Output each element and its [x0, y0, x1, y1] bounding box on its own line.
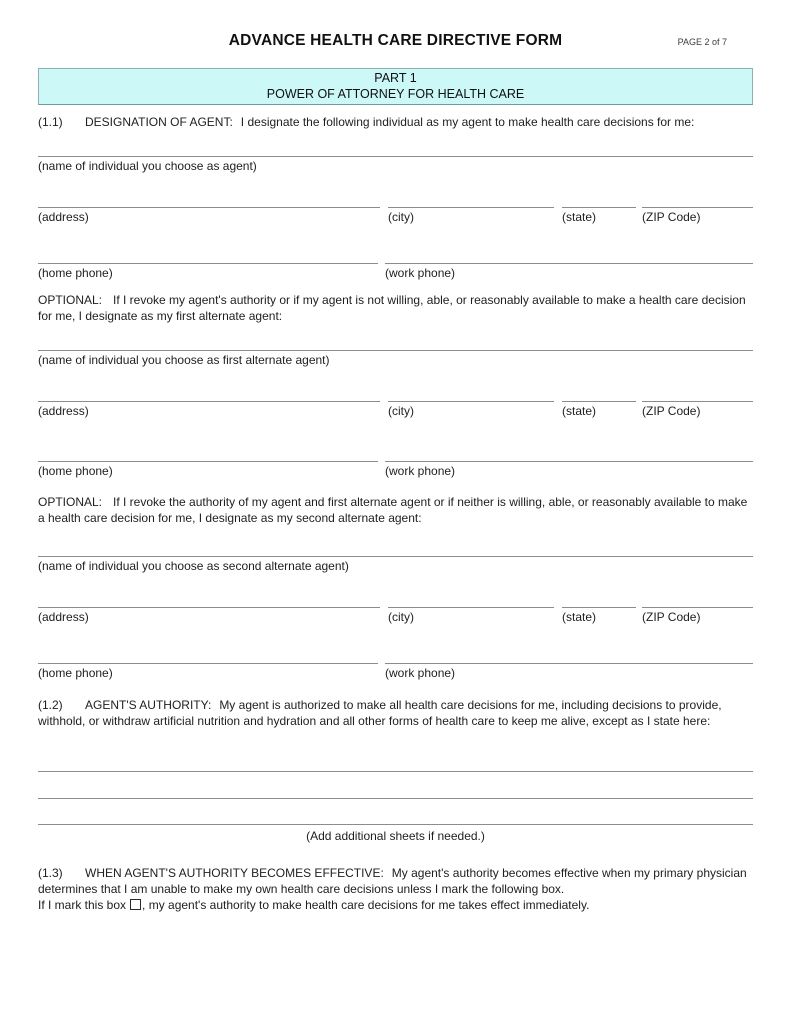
alt1-optional-text: If I revoke my agent's authority or if my agent is not willing, able, or reasonably available to make a health care decision for me, I designate as my first alternate agent: — [38, 293, 746, 323]
section-1-2-paragraph — [38, 697, 753, 729]
alt1-optional-label: OPTIONAL: — [38, 293, 103, 307]
alt2-name-input[interactable] — [38, 556, 753, 557]
alt1-address-label: (address) — [38, 404, 89, 418]
alt1-phone-row — [38, 461, 753, 479]
alt2-optional-paragraph — [38, 494, 753, 526]
alt1-name-row — [38, 350, 753, 368]
alt1-work-phone-input[interactable] — [385, 461, 753, 462]
alt2-name-label: (name of individual you choose as second alternate agent) — [38, 559, 349, 573]
alt2-address-input[interactable] — [38, 607, 380, 608]
alt1-optional-paragraph — [38, 292, 753, 324]
alt1-zip-label: (ZIP Code) — [642, 404, 701, 418]
additional-sheets-note: (Add additional sheets if needed.) — [306, 829, 485, 843]
section-1-2-heading: AGENT'S AUTHORITY: — [85, 698, 212, 712]
part1-banner-title: PART 1 — [374, 71, 417, 85]
section-1-2-number: (1.2) — [38, 698, 63, 712]
part1-banner-subtitle: POWER OF ATTORNEY FOR HEALTH CARE — [266, 87, 525, 101]
agent-address-row — [38, 207, 753, 225]
alt2-optional-text: If I revoke the authority of my agent and first alternate agent or if neither is willing, able, or reasonably available to make a health care decision for me, I designate as my second alternate agent: — [38, 495, 748, 525]
alt2-address-label: (address) — [38, 610, 89, 624]
immediate-effect-checkbox[interactable] — [130, 899, 141, 910]
alt2-work-phone-label: (work phone) — [385, 666, 456, 680]
alt2-home-phone-input[interactable] — [38, 663, 378, 664]
alt2-zip-label: (ZIP Code) — [642, 610, 701, 624]
alt2-state-input[interactable] — [562, 607, 636, 608]
alt2-zip-input[interactable] — [642, 607, 753, 608]
section-1-3-paragraph — [38, 865, 753, 897]
section-1-1-heading: DESIGNATION OF AGENT: — [85, 115, 233, 129]
authority-exception-line-2[interactable] — [38, 798, 753, 799]
authority-exception-line-1[interactable] — [38, 771, 753, 772]
agent-name-label: (name of individual you choose as agent) — [38, 159, 257, 173]
authority-exception-line-3[interactable] — [38, 824, 753, 825]
page-header — [38, 33, 753, 53]
agent-zip-label: (ZIP Code) — [642, 210, 701, 224]
agent-address-input[interactable] — [38, 207, 380, 208]
section-1-2-text: My agent is authorized to make all health care decisions for me, including decisions to provide, withhold, or withdraw artificial nutrition and hydration and all other forms of health care to keep me alive, except as I state here: — [38, 698, 722, 728]
alt1-work-phone-label: (work phone) — [385, 464, 456, 478]
agent-zip-input[interactable] — [642, 207, 753, 208]
alt2-city-label: (city) — [388, 610, 414, 624]
agent-city-label: (city) — [388, 210, 414, 224]
alt1-city-label: (city) — [388, 404, 414, 418]
alt2-address-row — [38, 607, 753, 625]
agent-state-input[interactable] — [562, 207, 636, 208]
page-title: ADVANCE HEALTH CARE DIRECTIVE FORM — [228, 32, 563, 49]
alt1-city-input[interactable] — [388, 401, 554, 402]
immediate-effect-text-before: If I mark this box — [38, 898, 127, 912]
alt1-address-row — [38, 401, 753, 419]
agent-state-label: (state) — [562, 210, 597, 224]
alt2-optional-label: OPTIONAL: — [38, 495, 103, 509]
alt1-home-phone-label: (home phone) — [38, 464, 113, 478]
section-1-1-number: (1.1) — [38, 115, 63, 129]
agent-name-input[interactable] — [38, 156, 753, 157]
immediate-effect-line — [38, 897, 753, 913]
alt1-name-label: (name of individual you choose as first alternate agent) — [38, 353, 330, 367]
alt2-work-phone-input[interactable] — [385, 663, 753, 664]
alt1-home-phone-input[interactable] — [38, 461, 378, 462]
alt2-home-phone-label: (home phone) — [38, 666, 113, 680]
alt1-state-input[interactable] — [562, 401, 636, 402]
section-1-1-text: I designate the following individual as my agent to make health care decisions for me: — [240, 115, 695, 129]
agent-work-phone-label: (work phone) — [385, 266, 456, 280]
alt2-city-input[interactable] — [388, 607, 554, 608]
agent-work-phone-input[interactable] — [385, 263, 753, 264]
page-indicator: PAGE 2 of 7 — [677, 37, 727, 47]
alt1-state-label: (state) — [562, 404, 597, 418]
alt1-name-input[interactable] — [38, 350, 753, 351]
agent-city-input[interactable] — [388, 207, 554, 208]
alt2-phone-row — [38, 663, 753, 681]
immediate-effect-text-after: , my agent's authority to make health care decisions for me takes effect immediately. — [142, 898, 590, 912]
agent-home-phone-label: (home phone) — [38, 266, 113, 280]
alt1-address-input[interactable] — [38, 401, 380, 402]
section-1-3-number: (1.3) — [38, 866, 63, 880]
agent-phone-row — [38, 263, 753, 281]
alt2-state-label: (state) — [562, 610, 597, 624]
agent-name-row — [38, 156, 753, 174]
agent-address-label: (address) — [38, 210, 89, 224]
alt2-name-row — [38, 556, 753, 574]
section-1-3-heading: WHEN AGENT'S AUTHORITY BECOMES EFFECTIVE: — [85, 866, 384, 880]
agent-home-phone-input[interactable] — [38, 263, 378, 264]
section-1-1-paragraph — [38, 114, 753, 130]
part1-banner — [38, 68, 753, 105]
section-1-3-text: My agent's authority becomes effective when my primary physician determines that I am unable to make my own health care decisions unless I mark the following box. — [38, 866, 747, 896]
alt1-zip-input[interactable] — [642, 401, 753, 402]
